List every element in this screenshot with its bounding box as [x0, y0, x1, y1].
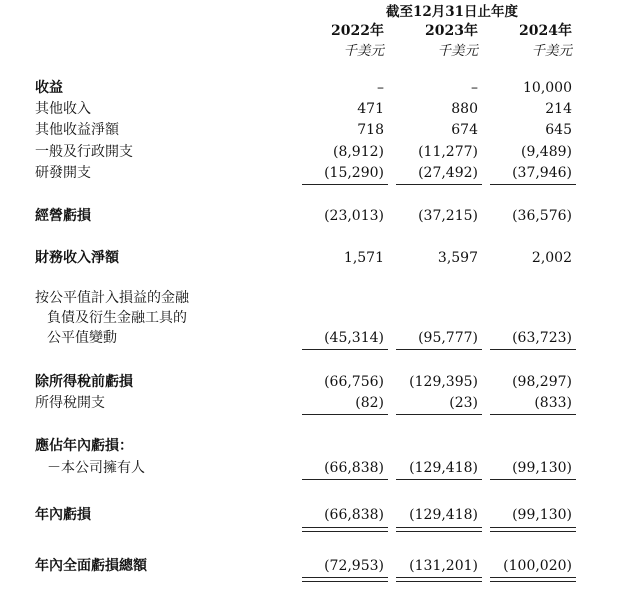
row-operating-loss-2022: (23,013): [324, 208, 384, 224]
row-fair-value-label-line2: 負債及衍生金融工具的: [47, 310, 187, 326]
double-rule: [302, 577, 388, 578]
row-other-income-2024: 214: [545, 101, 572, 117]
row-revenue-2024: 10,000: [523, 80, 572, 96]
subtotal-rule: [490, 414, 576, 415]
row-fair-value-label-line3: 公平值變動: [47, 330, 117, 346]
row-income-tax-label: 所得稅開支: [35, 395, 105, 411]
row-total-comprehensive-loss-2023: (131,201): [409, 558, 478, 574]
row-finance-income-2023: 3,597: [437, 250, 478, 266]
row-total-comprehensive-loss-2022: (72,953): [324, 558, 384, 574]
row-finance-income-2024: 2,002: [531, 250, 572, 266]
year-header-2023: 2023年: [425, 23, 478, 39]
row-other-gains-2024: 645: [545, 122, 572, 138]
unit-label-2024: 千美元: [531, 43, 572, 59]
row-owners-2023: (129,418): [409, 460, 478, 476]
row-other-income-2022: 471: [357, 101, 384, 117]
row-fair-value-2024: (63,723): [512, 330, 572, 346]
row-loss-for-year-2023: (129,418): [409, 507, 478, 523]
double-rule: [396, 577, 482, 578]
row-revenue-2022: –: [377, 80, 384, 96]
double-rule: [396, 527, 482, 528]
subtotal-rule: [396, 414, 482, 415]
row-income-tax-2022: (82): [355, 395, 384, 411]
row-other-gains-2023: 674: [451, 122, 478, 138]
unit-label-2023: 千美元: [437, 43, 478, 59]
row-loss-before-tax-2023: (129,395): [409, 374, 478, 390]
row-rnd-expenses-label: 研發開支: [35, 165, 91, 181]
row-total-comprehensive-loss-label: 年內全面虧損總額: [35, 558, 147, 574]
double-rule: [396, 531, 482, 532]
row-other-income-2023: 880: [451, 101, 478, 117]
row-finance-income-2022: 1,571: [343, 250, 384, 266]
row-fair-value-label-line1: 按公平值計入損益的金融: [35, 290, 189, 306]
double-rule: [302, 527, 388, 528]
subtotal-rule: [302, 184, 388, 185]
row-rnd-expenses-2023: (27,492): [418, 165, 478, 181]
subtotal-rule: [490, 479, 576, 480]
row-revenue-2023: –: [471, 80, 478, 96]
row-loss-attributable-heading: 應佔年內虧損：: [35, 438, 133, 454]
row-loss-before-tax-label: 除所得稅前虧損: [35, 374, 133, 390]
row-admin-expenses-2023: (11,277): [418, 144, 478, 160]
row-income-tax-2023: (23): [449, 395, 478, 411]
row-loss-for-year-2022: (66,838): [324, 507, 384, 523]
row-owners-2024: (99,130): [512, 460, 572, 476]
row-owners-2022: (66,838): [324, 460, 384, 476]
row-loss-before-tax-2024: (98,297): [512, 374, 572, 390]
row-loss-for-year-label: 年內虧損: [35, 507, 91, 523]
row-other-income-label: 其他收入: [35, 101, 91, 117]
subtotal-rule: [396, 349, 482, 350]
row-loss-for-year-2024: (99,130): [512, 507, 572, 523]
row-rnd-expenses-2022: (15,290): [324, 165, 384, 181]
subtotal-rule: [396, 184, 482, 185]
year-header-2022: 2022年: [331, 23, 384, 39]
double-rule: [302, 531, 388, 532]
double-rule: [490, 527, 576, 528]
subtotal-rule: [490, 184, 576, 185]
row-operating-loss-2024: (36,576): [512, 208, 572, 224]
row-operating-loss-2023: (37,215): [418, 208, 478, 224]
double-rule: [490, 577, 576, 578]
double-rule: [302, 581, 388, 582]
row-income-tax-2024: (833): [534, 395, 572, 411]
double-rule: [490, 531, 576, 532]
row-other-gains-2022: 718: [357, 122, 384, 138]
row-operating-loss-label: 經營虧損: [35, 208, 91, 224]
subtotal-rule: [396, 479, 482, 480]
row-finance-income-label: 財務收入淨額: [35, 250, 119, 266]
double-rule: [490, 581, 576, 582]
row-fair-value-2023: (95,777): [418, 330, 478, 346]
unit-label-2022: 千美元: [343, 43, 384, 59]
row-revenue-label: 收益: [35, 80, 63, 96]
subtotal-rule: [302, 479, 388, 480]
row-admin-expenses-2024: (9,489): [520, 144, 572, 160]
row-admin-expenses-label: 一般及行政開支: [35, 144, 133, 160]
subtotal-rule: [302, 414, 388, 415]
row-total-comprehensive-loss-2024: (100,020): [503, 558, 572, 574]
subtotal-rule: [302, 349, 388, 350]
row-admin-expenses-2022: (8,912): [332, 144, 384, 160]
row-owners-label: －本公司擁有人: [47, 460, 145, 476]
double-rule: [396, 581, 482, 582]
row-loss-before-tax-2022: (66,756): [324, 374, 384, 390]
row-fair-value-2022: (45,314): [324, 330, 384, 346]
period-header: 截至12月31日止年度: [385, 4, 519, 20]
row-other-gains-label: 其他收益淨額: [35, 122, 119, 138]
year-header-2024: 2024年: [519, 23, 572, 39]
row-rnd-expenses-2024: (37,946): [512, 165, 572, 181]
subtotal-rule: [490, 349, 576, 350]
